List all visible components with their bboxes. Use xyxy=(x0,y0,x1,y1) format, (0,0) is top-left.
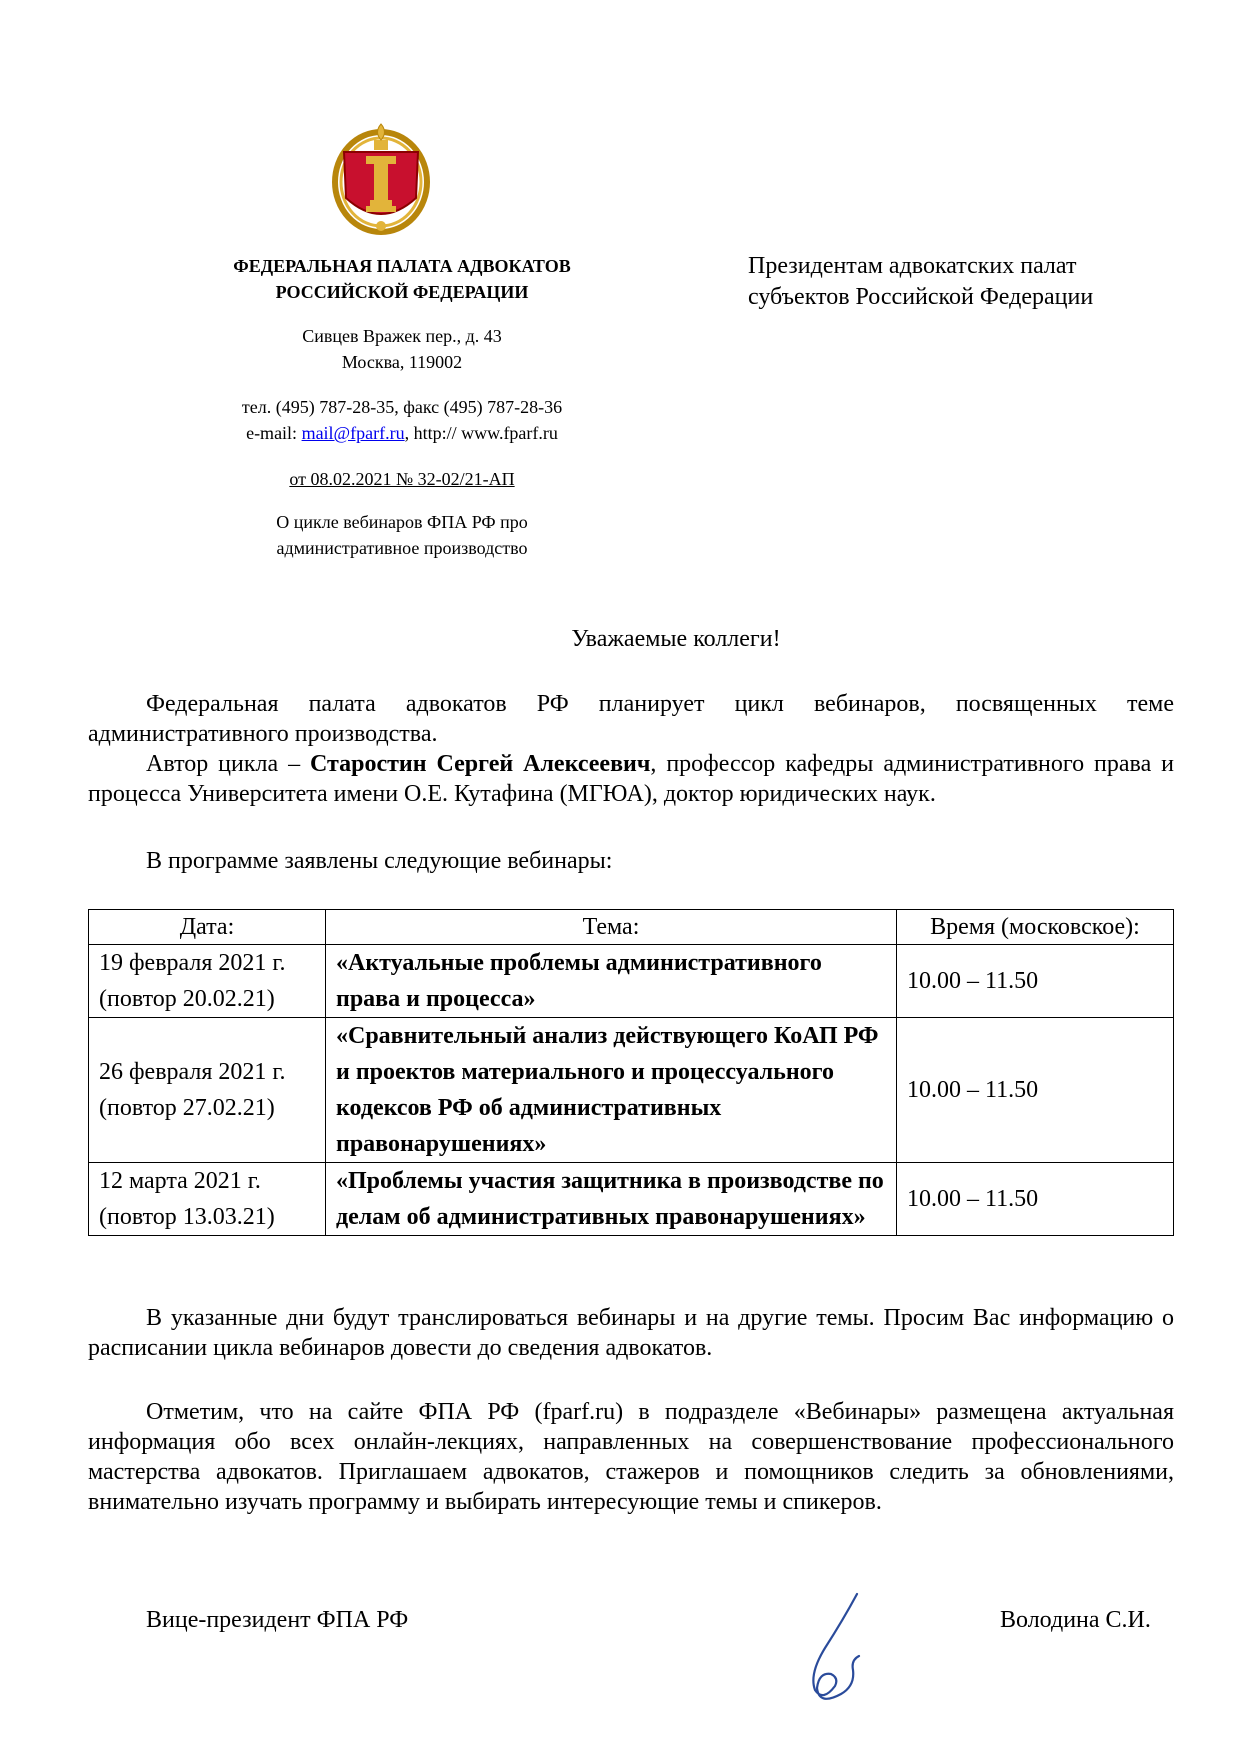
document-subject xyxy=(178,509,626,561)
address-line2: Москва, 119002 xyxy=(341,352,463,372)
signatory-name: Володина С.И. xyxy=(1000,1607,1151,1633)
paragraph-website-rest: информация обо всех онлайн-лекциях, направленных на совершенствование профессионального мастерства адвокатов. Приглашаем адвокатов, стажеров и помощников следить за обновлениями, внимательно изучать программу и выбирать интересующие темы и спикеров. xyxy=(88,1429,1174,1515)
paragraph-program: В программе заявлены следующие вебинары: xyxy=(146,848,613,874)
row-topic: «Проблемы участия защитника в производстве по делам об административных правонарушениях» xyxy=(326,1163,897,1236)
phone-line: тел. (495) 787-28-35, факс (495) 787-28-36 xyxy=(241,397,563,417)
row-topic: «Сравнительный анализ действующего КоАП РФ и проектов материального и процессуального кодексов РФ об административных правонарушениях» xyxy=(326,1018,897,1163)
date-main: 12 марта 2021 г. xyxy=(99,1168,261,1194)
email-label: e-mail: xyxy=(246,423,302,443)
subject-line1: О цикле вебинаров ФПА РФ про xyxy=(276,512,528,532)
row-time: 10.00 – 11.50 xyxy=(897,1018,1174,1163)
header-date: Дата: xyxy=(89,910,326,945)
date-repeat: (повтор 27.02.21) xyxy=(99,1095,275,1121)
handwritten-signature xyxy=(795,1590,890,1710)
organization-name-line1: ФЕДЕРАЛЬНАЯ ПАЛАТА АДВОКАТОВ xyxy=(233,256,571,276)
email-link[interactable]: mail@fparf.ru xyxy=(301,423,405,443)
fpa-emblem-logo xyxy=(330,118,432,236)
row-time: 10.00 – 11.50 xyxy=(897,945,1174,1018)
intro-paragraphs xyxy=(88,689,1174,809)
program-intro xyxy=(88,846,1174,876)
website-text: , http:// www.fparf.ru xyxy=(404,423,558,443)
paragraph-author xyxy=(88,749,1174,809)
date-main: 19 февраля 2021 г. xyxy=(99,950,286,976)
row-date xyxy=(89,1163,326,1236)
header-time: Время (московское): xyxy=(897,910,1174,945)
date-main: 26 февраля 2021 г. xyxy=(99,1059,286,1085)
organization-address xyxy=(178,323,626,375)
address-line1: Сивцев Вражек пер., д. 43 xyxy=(302,326,502,346)
organization-name-line2: РОССИЙСКОЙ ФЕДЕРАЦИИ xyxy=(275,282,529,302)
document-reference xyxy=(178,466,626,492)
paragraph-website-line1: Отметим, что на сайте ФПА РФ (fparf.ru) в подразделе «Вебинары» размещена актуальная xyxy=(146,1399,1174,1425)
website-paragraph xyxy=(88,1397,1174,1517)
table-row xyxy=(89,1163,1174,1236)
author-suffix: , профессор кафедры административного права и процесса Университета имени О.Е. Кутафина (МГЮА), доктор юридических наук. xyxy=(88,751,1175,807)
document-number: от 08.02.2021 № 32-02/21-АП xyxy=(289,469,515,489)
row-date xyxy=(89,1018,326,1163)
table-row xyxy=(89,945,1174,1018)
row-date xyxy=(89,945,326,1018)
subject-line2: административное производство xyxy=(276,538,528,558)
addressee xyxy=(748,251,1188,313)
header-topic: Тема: xyxy=(326,910,897,945)
addressee-line1: Президентам адвокатских палат xyxy=(748,253,1077,279)
table-header-row xyxy=(89,910,1174,945)
webinar-schedule-table xyxy=(88,909,1174,1236)
row-time: 10.00 – 11.50 xyxy=(897,1163,1174,1236)
date-repeat: (повтор 20.02.21) xyxy=(99,986,275,1012)
author-prefix: Автор цикла – xyxy=(146,751,311,777)
addressee-line2: субъектов Российской Федерации xyxy=(748,284,1094,310)
table-row xyxy=(89,1018,1174,1163)
greeting: Уважаемые коллеги! xyxy=(571,626,781,652)
paragraph-plan: Федеральная палата адвокатов РФ планирует цикл вебинаров, посвященных теме административного производства. xyxy=(88,691,1174,747)
row-topic: «Актуальные проблемы административного права и процесса» xyxy=(326,945,897,1018)
author-name: Старостин Сергей Алексеевич xyxy=(310,751,651,777)
paragraph-other-topics: В указанные дни будут транслироваться вебинары и на другие темы. Просим Вас информацию о расписании цикла вебинаров довести до сведения адвокатов. xyxy=(88,1305,1174,1361)
closing-paragraph xyxy=(88,1303,1174,1363)
signatory-role: Вице-президент ФПА РФ xyxy=(146,1607,409,1633)
date-repeat: (повтор 13.03.21) xyxy=(99,1204,275,1230)
organization-name xyxy=(178,253,626,305)
email-line xyxy=(178,420,626,446)
organization-contacts xyxy=(178,394,626,446)
